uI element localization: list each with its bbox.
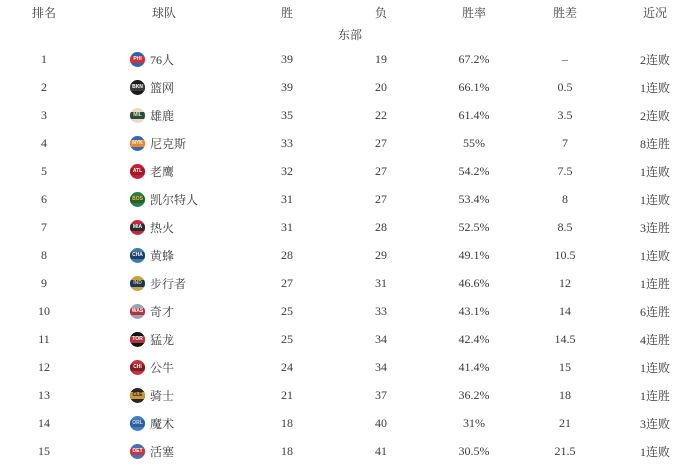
team-wrap bbox=[88, 51, 240, 68]
recent-form-cell: 4连胜 bbox=[639, 332, 670, 347]
team-cell bbox=[88, 129, 240, 157]
wins-cell: 28 bbox=[281, 247, 293, 262]
win-pct-cell: 49.1% bbox=[458, 247, 490, 262]
team-wrap bbox=[88, 415, 240, 432]
recent-form-cell: 1连败 bbox=[639, 164, 670, 179]
table-row bbox=[0, 353, 700, 381]
losses-cell: 34 bbox=[375, 359, 387, 374]
team-logo-abbr: CHA bbox=[130, 252, 145, 259]
rank-cell: 11 bbox=[38, 331, 50, 346]
header-wins: 胜 bbox=[280, 5, 293, 20]
win-pct-cell: 36.2% bbox=[458, 387, 490, 402]
rank-cell: 2 bbox=[41, 79, 47, 94]
team-cell bbox=[88, 101, 240, 129]
team-wrap bbox=[88, 331, 240, 348]
table-row bbox=[0, 185, 700, 213]
recent-form-cell: 8连胜 bbox=[639, 136, 670, 151]
header-recent-form: 近况 bbox=[642, 5, 667, 20]
rank-cell: 5 bbox=[41, 163, 47, 178]
games-behind-cell: – bbox=[562, 51, 568, 66]
team-logo-abbr: WAS bbox=[131, 307, 144, 314]
team-logo-icon bbox=[130, 388, 145, 403]
team-cell bbox=[88, 73, 240, 101]
header-team: 球队 bbox=[151, 5, 176, 20]
rank-cell: 6 bbox=[41, 191, 47, 206]
recent-form-cell: 3连败 bbox=[639, 416, 670, 431]
team-name: 篮网 bbox=[150, 80, 175, 95]
team-name: 雄鹿 bbox=[150, 108, 175, 123]
team-cell bbox=[88, 437, 240, 465]
team-cell bbox=[88, 381, 240, 409]
wins-cell: 21 bbox=[281, 387, 293, 402]
team-name: 公牛 bbox=[150, 360, 175, 375]
losses-cell: 27 bbox=[375, 135, 387, 150]
losses-cell: 19 bbox=[375, 51, 387, 66]
team-cell bbox=[88, 157, 240, 185]
team-wrap bbox=[88, 135, 240, 152]
games-behind-cell: 7.5 bbox=[557, 163, 573, 178]
team-logo-icon bbox=[130, 136, 145, 151]
team-logo-abbr: PHI bbox=[130, 56, 145, 63]
team-name: 老鹰 bbox=[150, 164, 175, 179]
team-logo-icon bbox=[130, 108, 145, 123]
standings-body bbox=[0, 24, 700, 465]
rank-cell: 4 bbox=[41, 135, 47, 150]
team-wrap bbox=[88, 359, 240, 376]
team-cell bbox=[88, 241, 240, 269]
rank-cell: 15 bbox=[38, 443, 50, 458]
losses-cell: 34 bbox=[375, 331, 387, 346]
recent-form-cell: 1连败 bbox=[639, 444, 670, 459]
losses-cell: 27 bbox=[375, 191, 387, 206]
table-row bbox=[0, 325, 700, 353]
games-behind-cell: 21 bbox=[559, 415, 571, 430]
team-logo-icon bbox=[130, 164, 145, 179]
team-logo-abbr: DET bbox=[130, 448, 145, 455]
losses-cell: 40 bbox=[375, 415, 387, 430]
table-row bbox=[0, 213, 700, 241]
win-pct-cell: 46.6% bbox=[458, 275, 490, 290]
games-behind-cell: 8 bbox=[562, 191, 568, 206]
table-row bbox=[0, 157, 700, 185]
team-name: 骑士 bbox=[150, 388, 175, 403]
games-behind-cell: 18 bbox=[559, 387, 571, 402]
recent-form-cell: 1连败 bbox=[639, 192, 670, 207]
header-losses: 负 bbox=[374, 5, 387, 20]
team-name: 猛龙 bbox=[150, 332, 175, 347]
team-wrap bbox=[88, 303, 240, 320]
team-logo-icon bbox=[130, 304, 145, 319]
team-logo-icon bbox=[130, 248, 145, 263]
team-name: 76人 bbox=[150, 52, 175, 67]
team-logo-icon bbox=[130, 80, 145, 95]
team-cell bbox=[88, 185, 240, 213]
wins-cell: 24 bbox=[281, 359, 293, 374]
wins-cell: 33 bbox=[281, 135, 293, 150]
team-name: 魔术 bbox=[150, 416, 175, 431]
win-pct-cell: 30.5% bbox=[458, 443, 490, 458]
team-logo-icon bbox=[130, 360, 145, 375]
team-wrap bbox=[88, 275, 240, 292]
header-games-behind: 胜差 bbox=[552, 5, 577, 20]
win-pct-cell: 55% bbox=[463, 135, 485, 150]
team-wrap bbox=[88, 163, 240, 180]
team-logo-abbr: BKN bbox=[130, 84, 145, 91]
team-logo-icon bbox=[130, 52, 145, 67]
team-logo-icon bbox=[130, 192, 145, 207]
games-behind-cell: 7 bbox=[562, 135, 568, 150]
team-wrap bbox=[88, 387, 240, 404]
wins-cell: 39 bbox=[281, 51, 293, 66]
games-behind-cell: 14 bbox=[559, 303, 571, 318]
wins-cell: 25 bbox=[281, 303, 293, 318]
team-logo-abbr: IND bbox=[130, 280, 145, 287]
table-row bbox=[0, 437, 700, 465]
team-name: 活塞 bbox=[150, 444, 175, 459]
losses-cell: 20 bbox=[375, 79, 387, 94]
team-logo-icon bbox=[130, 416, 145, 431]
recent-form-cell: 3连胜 bbox=[639, 220, 670, 235]
team-logo-icon bbox=[130, 332, 145, 347]
recent-form-cell: 1连败 bbox=[639, 248, 670, 263]
wins-cell: 18 bbox=[281, 415, 293, 430]
recent-form-cell: 2连败 bbox=[639, 108, 670, 123]
team-cell bbox=[88, 213, 240, 241]
games-behind-cell: 15 bbox=[559, 359, 571, 374]
conference-subheader-row bbox=[0, 24, 700, 45]
team-wrap bbox=[88, 79, 240, 96]
table-row bbox=[0, 101, 700, 129]
losses-cell: 29 bbox=[375, 247, 387, 262]
recent-form-cell: 1连败 bbox=[639, 360, 670, 375]
losses-cell: 27 bbox=[375, 163, 387, 178]
team-wrap bbox=[88, 219, 240, 236]
rank-cell: 7 bbox=[41, 219, 47, 234]
team-logo-abbr: TOR bbox=[130, 336, 145, 343]
wins-cell: 32 bbox=[281, 163, 293, 178]
games-behind-cell: 0.5 bbox=[557, 79, 573, 94]
wins-cell: 27 bbox=[281, 275, 293, 290]
rank-cell: 13 bbox=[38, 387, 50, 402]
win-pct-cell: 53.4% bbox=[458, 191, 490, 206]
table-row bbox=[0, 73, 700, 101]
losses-cell: 22 bbox=[375, 107, 387, 122]
rank-cell: 10 bbox=[38, 303, 50, 318]
table-row bbox=[0, 269, 700, 297]
rank-cell: 3 bbox=[41, 107, 47, 122]
header-rank: 排名 bbox=[31, 5, 56, 20]
wins-cell: 31 bbox=[281, 191, 293, 206]
team-logo-abbr: CHI bbox=[130, 364, 145, 371]
table-row bbox=[0, 45, 700, 73]
team-logo-abbr: CLE bbox=[130, 392, 145, 399]
team-name: 热火 bbox=[150, 220, 175, 235]
team-wrap bbox=[88, 191, 240, 208]
recent-form-cell: 1连败 bbox=[639, 80, 670, 95]
games-behind-cell: 10.5 bbox=[554, 247, 576, 262]
games-behind-cell: 3.5 bbox=[557, 107, 573, 122]
team-logo-abbr: NYK bbox=[130, 140, 145, 147]
losses-cell: 37 bbox=[375, 387, 387, 402]
losses-cell: 31 bbox=[375, 275, 387, 290]
team-wrap bbox=[88, 443, 240, 460]
team-name: 奇才 bbox=[150, 304, 175, 319]
conference-label: 东部 bbox=[337, 28, 362, 42]
games-behind-cell: 12 bbox=[559, 275, 571, 290]
team-cell bbox=[88, 269, 240, 297]
wins-cell: 31 bbox=[281, 219, 293, 234]
losses-cell: 41 bbox=[375, 443, 387, 458]
team-name: 步行者 bbox=[150, 276, 187, 291]
table-row bbox=[0, 241, 700, 269]
team-logo-icon bbox=[130, 444, 145, 459]
win-pct-cell: 67.2% bbox=[458, 51, 490, 66]
games-behind-cell: 8.5 bbox=[557, 219, 573, 234]
team-cell bbox=[88, 409, 240, 437]
team-cell bbox=[88, 297, 240, 325]
rank-cell: 9 bbox=[41, 275, 47, 290]
rank-cell: 12 bbox=[38, 359, 50, 374]
losses-cell: 33 bbox=[375, 303, 387, 318]
table-row bbox=[0, 129, 700, 157]
win-pct-cell: 61.4% bbox=[458, 107, 490, 122]
wins-cell: 18 bbox=[281, 443, 293, 458]
rank-cell: 14 bbox=[38, 415, 50, 430]
recent-form-cell: 2连败 bbox=[639, 52, 670, 67]
win-pct-cell: 41.4% bbox=[458, 359, 490, 374]
recent-form-cell: 1连胜 bbox=[639, 276, 670, 291]
win-pct-cell: 52.5% bbox=[458, 219, 490, 234]
table-row bbox=[0, 297, 700, 325]
win-pct-cell: 31% bbox=[463, 415, 485, 430]
win-pct-cell: 66.1% bbox=[458, 79, 490, 94]
games-behind-cell: 14.5 bbox=[554, 331, 576, 346]
team-logo-abbr: BOS bbox=[130, 196, 145, 203]
wins-cell: 39 bbox=[281, 79, 293, 94]
team-wrap bbox=[88, 247, 240, 264]
recent-form-cell: 6连胜 bbox=[639, 304, 670, 319]
rank-cell: 1 bbox=[41, 51, 47, 66]
team-logo-abbr: ATL bbox=[130, 168, 145, 175]
wins-cell: 35 bbox=[281, 107, 293, 122]
team-logo-abbr: MIL bbox=[130, 112, 145, 119]
table-row bbox=[0, 409, 700, 437]
table-row bbox=[0, 381, 700, 409]
header-win-pct: 胜率 bbox=[461, 5, 486, 20]
recent-form-cell: 1连胜 bbox=[639, 388, 670, 403]
team-logo-abbr: MIA bbox=[130, 224, 145, 231]
team-name: 凯尔特人 bbox=[150, 192, 199, 207]
team-name: 黄蜂 bbox=[150, 248, 175, 263]
team-logo-abbr: ORL bbox=[130, 420, 145, 427]
rank-cell: 8 bbox=[41, 247, 47, 262]
win-pct-cell: 43.1% bbox=[458, 303, 490, 318]
table-header-row bbox=[0, 0, 700, 24]
win-pct-cell: 54.2% bbox=[458, 163, 490, 178]
team-cell bbox=[88, 325, 240, 353]
win-pct-cell: 42.4% bbox=[458, 331, 490, 346]
losses-cell: 28 bbox=[375, 219, 387, 234]
team-name: 尼克斯 bbox=[150, 136, 187, 151]
wins-cell: 25 bbox=[281, 331, 293, 346]
team-logo-icon bbox=[130, 220, 145, 235]
team-cell bbox=[88, 353, 240, 381]
team-logo-icon bbox=[130, 276, 145, 291]
team-wrap bbox=[88, 107, 240, 124]
games-behind-cell: 21.5 bbox=[554, 443, 576, 458]
team-cell bbox=[88, 45, 240, 73]
